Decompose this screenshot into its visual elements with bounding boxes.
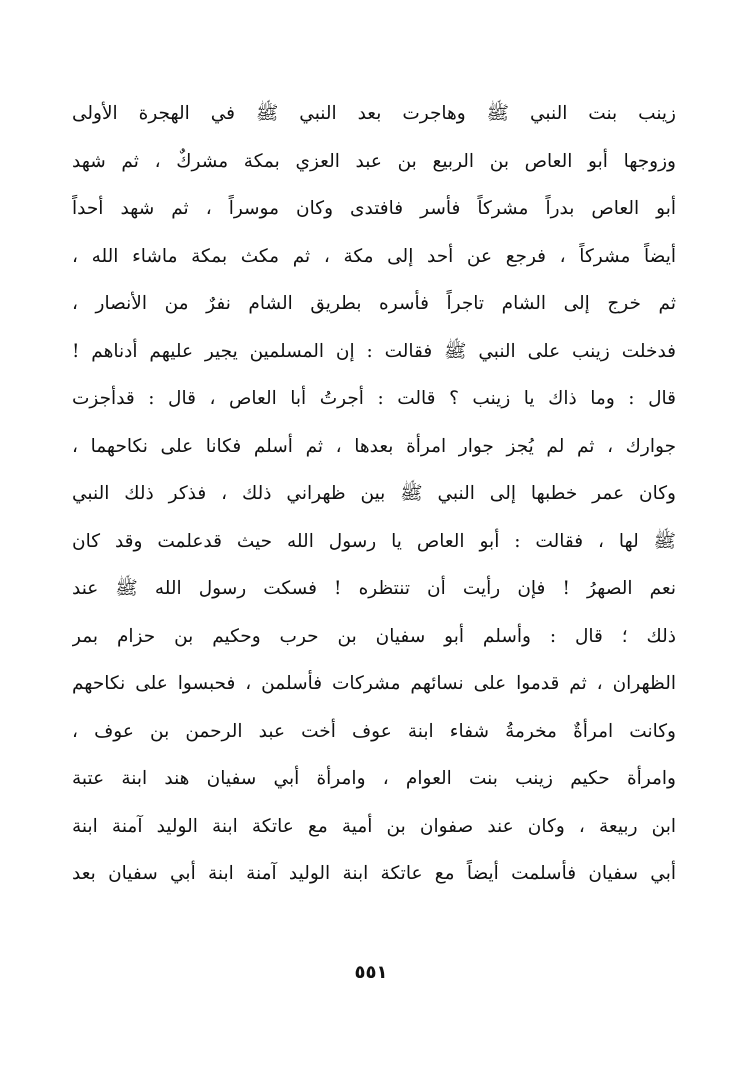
text-line: قال : وما ذاك يا زينب ؟ قالت : أجرتُ أبا العاص ، قال : قدأجزت [72,388,676,409]
text-line: نعم الصهرُ ! فإن رأيت أن تنتظره ! فسكت رسول الله ﷺ عند [72,578,676,599]
text-line: وزوجها أبو العاص بن الربيع بن عبد العزي بمكة مشركٌ ، ثم شهد [72,150,676,172]
text-line: وامرأة حكيم زينب بنت العوام ، وامرأة أبي سفيان هند ابنة عتبة [72,768,676,789]
text-line: أيضاً مشركاً ، فرجع عن أحد إلى مكة ، ثم مكث بمكة ماشاء الله ، [72,245,676,267]
text-line: ذلك ؛ قال : وأسلم أبو سفيان بن حرب وحكيم بن حزام بمر [72,625,676,647]
text-line: فدخلت زينب على النبي ﷺ فقالت : إن المسلمين يجير عليهم أدناهم ! [72,340,676,362]
text-line: ﷺ لها ، فقالت : أبو العاص يا رسول الله حيث قدعلمت وقد كان [72,530,676,552]
text-line: أبو العاص بدراً مشركاً فأسر فافتدى وكان موسراً ، ثم شهد أحداً [72,198,676,219]
text-line: وكان عمر خطبها إلى النبي ﷺ بين ظهراني ذلك ، فذكر ذلك النبي [72,483,676,504]
text-line: ابن ربيعة ، وكان عند صفوان بن أمية مع عاتكة ابنة الوليد آمنة ابنة [72,815,676,837]
text-line: أبي سفيان فأسلمت أيضاً مع عاتكة ابنة الوليد آمنة ابنة أبي سفيان بعد [72,863,676,884]
body-text [72,90,676,898]
text-line: ثم خرج إلى الشام تاجراً فأسره بطريق الشام نفرٌ من الأنصار ، [72,293,676,314]
text-line: الظهران ، ثم قدموا على نسائهم مشركات فأسلمن ، فحبسوا على نكاحهم [72,673,676,694]
text-line: جوارك ، ثم لم يُجز جوار امرأة بعدها ، ثم أسلم فكانا على نكاحهما ، [72,435,676,457]
text-line: زينب بنت النبي ﷺ وهاجرت بعد النبي ﷺ في الهجرة الأولى [72,103,676,124]
text-line: وكانت امرأةٌ مخرمةُ شفاء ابنة عوف أخت عبد الرحمن بن عوف ، [72,720,676,742]
page-number: ٥٥١ [354,962,388,983]
